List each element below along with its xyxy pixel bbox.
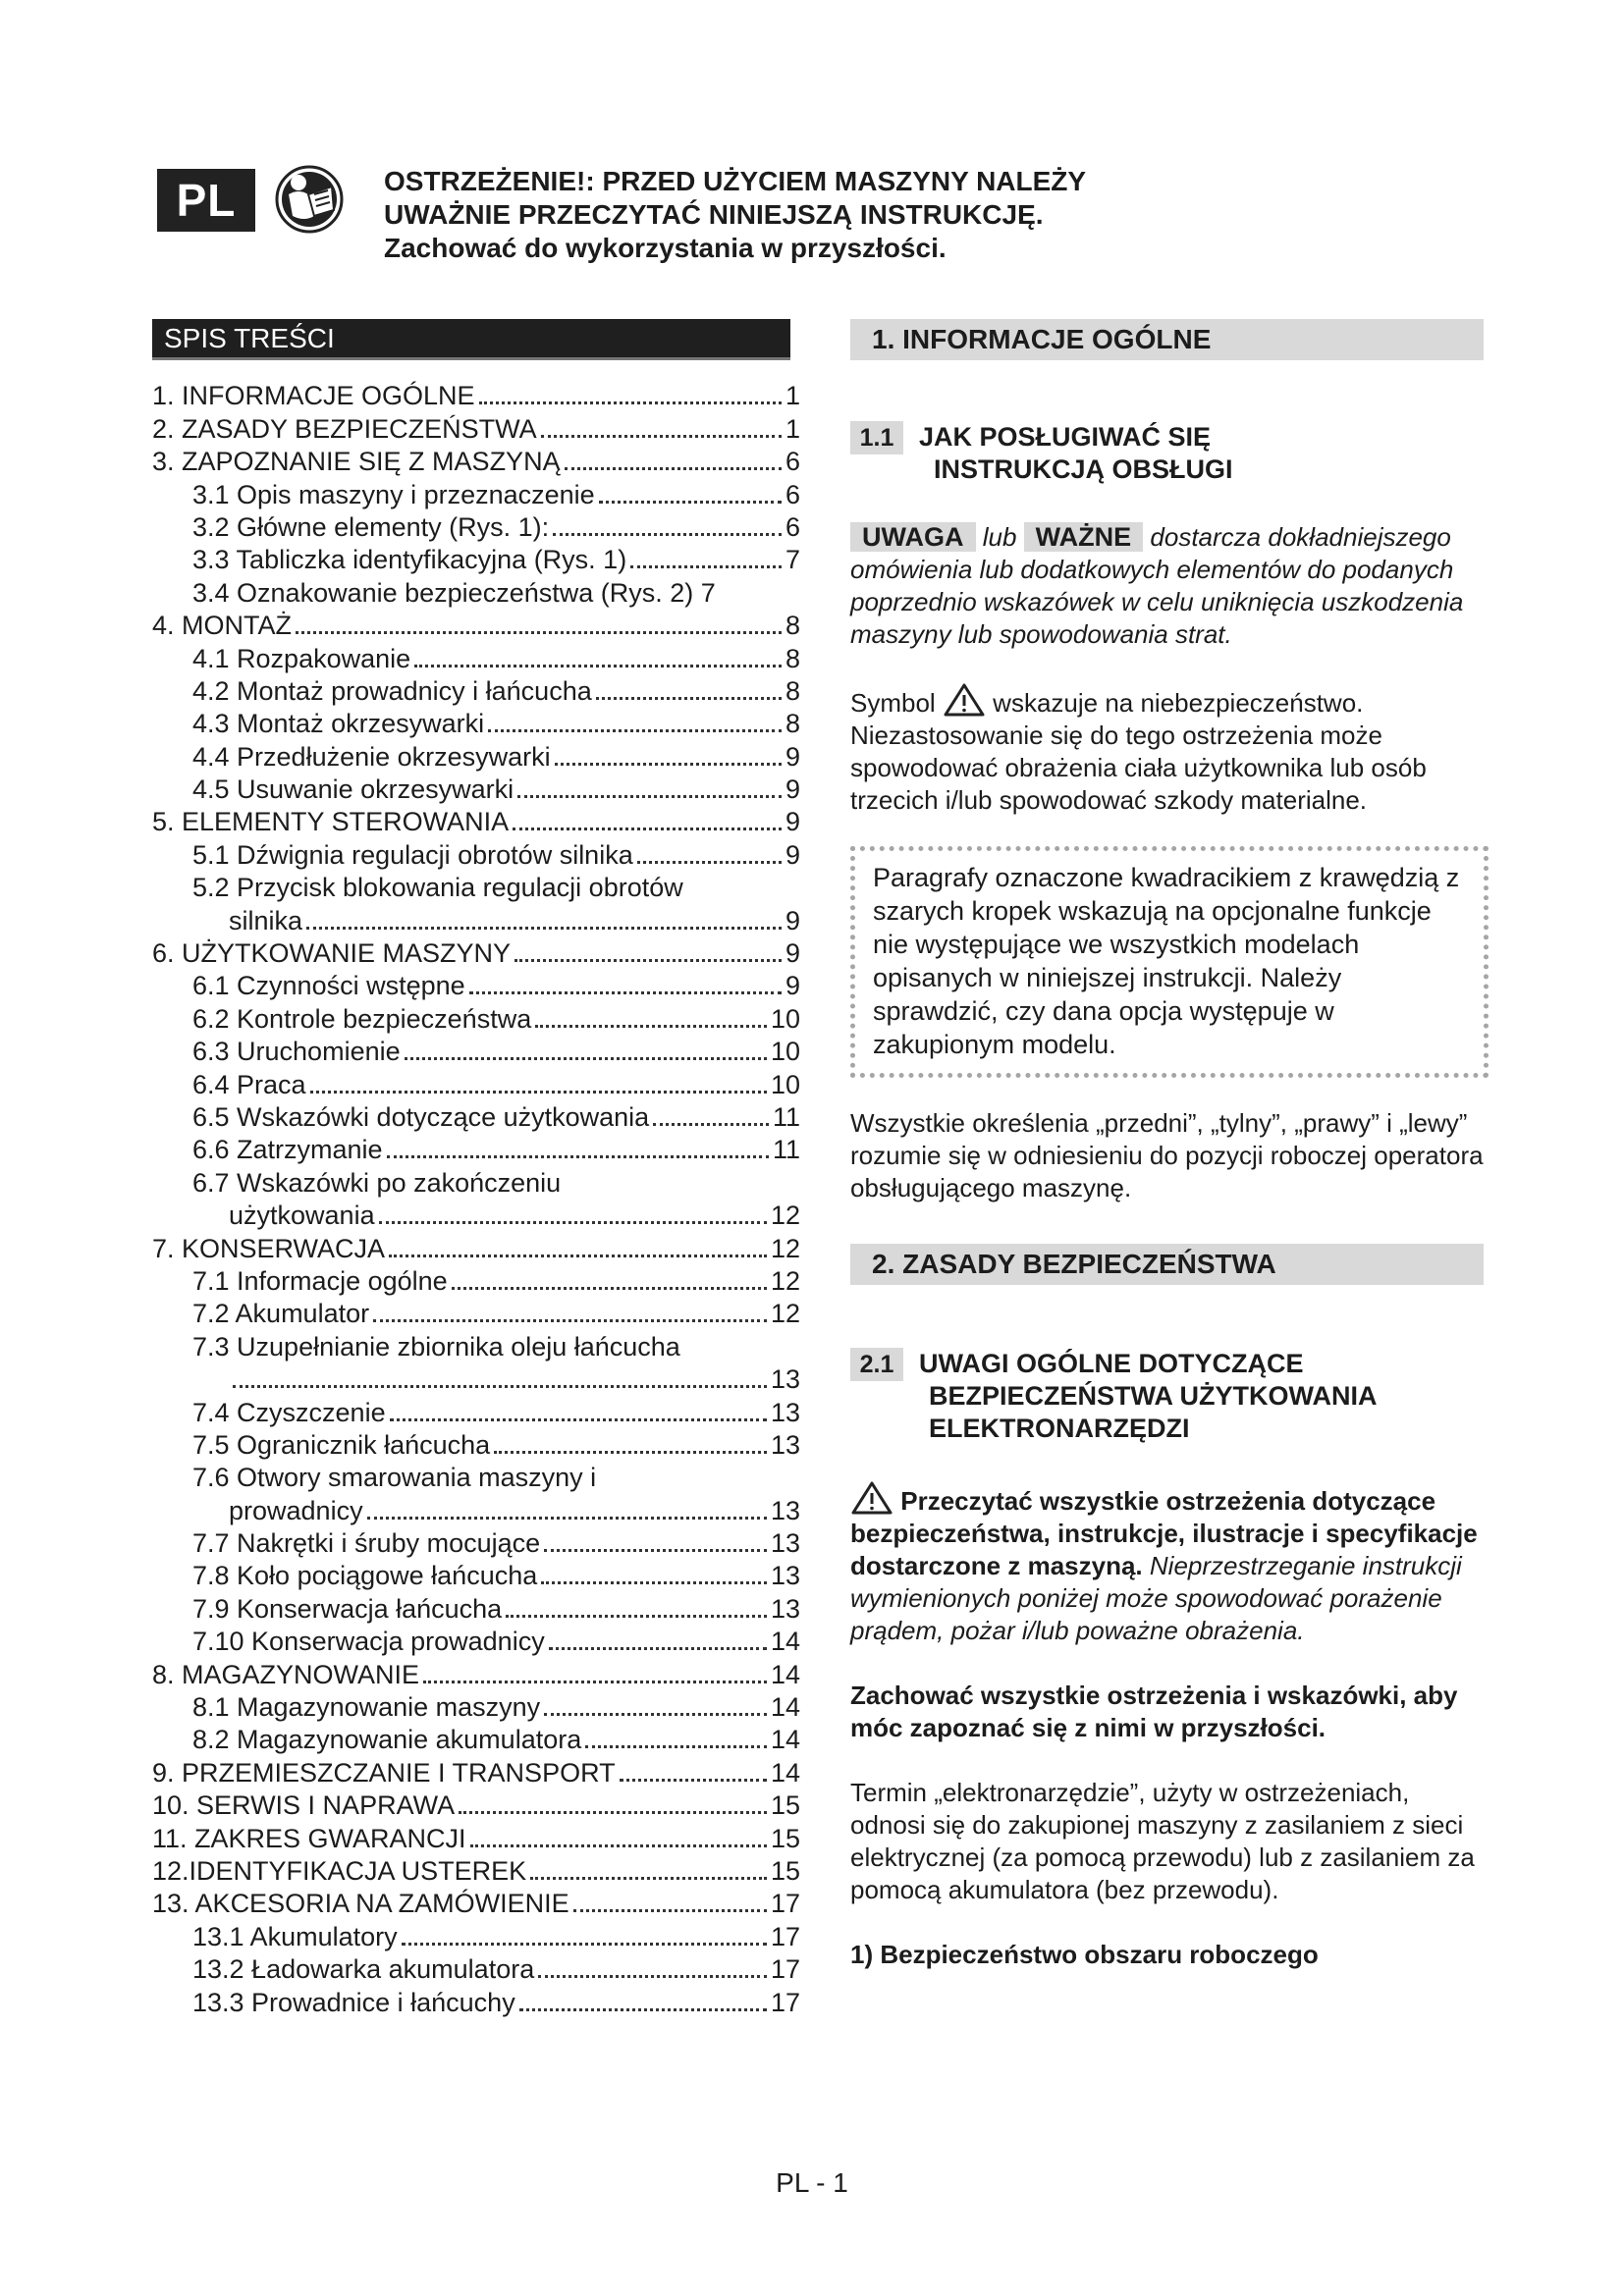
read-warnings-italic: Nieprzestrzeganie instrukcji wymienionych poniżej może spowodować porażenie prądem, pożar i/lub poważne obrażenia. xyxy=(850,1551,1462,1645)
read-warnings-paragraph xyxy=(850,1480,1489,1647)
toc-entry-label: 6.3 Uruchomienie xyxy=(192,1037,401,1067)
toc-entry xyxy=(152,1527,800,1560)
toc-entry-label: 12.IDENTYFIKACJA USTEREK xyxy=(152,1855,527,1886)
header-warning xyxy=(384,165,1268,265)
toc-leader-dots xyxy=(233,1385,767,1388)
read-manual-icon xyxy=(275,165,344,234)
toc-entry-label: 13.3 Prowadnice i łańcuchy xyxy=(192,1987,515,2017)
toc-entry-page: 14 xyxy=(770,1725,800,1755)
symbol-word: Symbol xyxy=(850,688,936,718)
toc-entry-label: prowadnicy xyxy=(229,1495,363,1525)
toc-leader-dots xyxy=(538,1975,767,1978)
toc-leader-dots xyxy=(296,631,782,634)
toc-entry-label: 6.7 Wskazówki po zakończeniu xyxy=(192,1167,562,1198)
toc-leader-dots xyxy=(479,401,782,404)
toc-entry xyxy=(152,1101,800,1134)
toc-entry-page: 8 xyxy=(785,611,800,641)
toc-entry xyxy=(152,708,800,740)
toc-entry-page: 1 xyxy=(785,413,800,444)
toc-entry xyxy=(152,1363,800,1396)
toc-entry xyxy=(152,806,800,838)
toc-entry-label: 7. KONSERWACJA xyxy=(152,1233,386,1263)
toc-entry xyxy=(152,478,800,510)
toc-entry-page: 9 xyxy=(785,905,800,935)
toc-leader-dots xyxy=(506,1615,767,1618)
toc-entry-page: 15 xyxy=(770,1855,800,1886)
toc-entry-label: 4.2 Montaż prowadnicy i łańcucha xyxy=(192,675,592,706)
toc-entry-page: 8 xyxy=(785,709,800,739)
page-number: PL - 1 xyxy=(776,2167,848,2198)
toc-entry-label: 3.4 Oznakowanie bezpieczeństwa (Rys. 2) 7 xyxy=(192,577,716,608)
toc-entry xyxy=(152,642,800,674)
toc-entry-page: 12 xyxy=(770,1201,800,1231)
toc-leader-dots xyxy=(452,1287,767,1290)
toc-entry-label: 8.1 Magazynowanie maszyny xyxy=(192,1692,541,1723)
toc-entry-label: 11. ZAKRES GWARANCJI xyxy=(152,1823,466,1853)
toc-leader-dots xyxy=(544,1549,767,1552)
toc-entry-label: 8.2 Magazynowanie akumulatora xyxy=(192,1725,582,1755)
toc-entry-page: 10 xyxy=(770,1037,800,1067)
toc-entry-page: 6 xyxy=(785,479,800,509)
toc-leader-dots xyxy=(544,1713,767,1716)
toc-leader-dots xyxy=(367,1517,767,1520)
toc-entry-label: 4.5 Usuwanie okrzesywarki xyxy=(192,774,514,805)
toc-entry-label: 13. AKCESORIA NA ZAMÓWIENIE xyxy=(152,1889,569,1919)
toc-entry-page: 9 xyxy=(785,971,800,1001)
toc-entry xyxy=(152,1789,800,1822)
subsection-title-line: ELEKTRONARZĘDZI xyxy=(929,1414,1190,1443)
toc-leader-dots xyxy=(494,1451,767,1454)
subsection-1-1-heading xyxy=(850,421,1489,486)
toc-entry-label: 4.3 Montaż okrzesywarki xyxy=(192,709,485,739)
toc-leader-dots xyxy=(620,1779,767,1782)
toc-entry-label: 13.2 Ładowarka akumulatora xyxy=(192,1954,535,1985)
toc-entry xyxy=(152,446,800,478)
toc-entry xyxy=(152,937,800,970)
subsection-title-line: BEZPIECZEŃSTWA UŻYTKOWANIA xyxy=(929,1381,1378,1411)
toc-entry-page: 13 xyxy=(770,1495,800,1525)
toc-entry-label: 6.2 Kontrole bezpieczeństwa xyxy=(192,1003,532,1034)
toc-leader-dots xyxy=(549,1647,767,1650)
toc-entry-label: 7.8 Koło pociągowe łańcucha xyxy=(192,1561,538,1591)
toc-entry-page: 13 xyxy=(770,1528,800,1559)
toc-entry-page: 14 xyxy=(770,1692,800,1723)
toc-entry-label: 10. SERWIS I NAPRAWA xyxy=(152,1790,456,1821)
toc-entry-page: 13 xyxy=(770,1397,800,1427)
toc-entry-page: 9 xyxy=(785,807,800,837)
toc-entry-page: 13 xyxy=(770,1593,800,1624)
toc-entry-label: 7.4 Czyszczenie xyxy=(192,1397,386,1427)
toc-entry-page: 9 xyxy=(785,741,800,772)
toc-leader-dots xyxy=(310,1091,767,1094)
toc-entry xyxy=(152,544,800,576)
toc-entry-label: 5. ELEMENTY STEROWANIA xyxy=(152,807,510,837)
toc-entry-page: 14 xyxy=(770,1659,800,1689)
toc-entry-label: 4.4 Przedłużenie okrzesywarki xyxy=(192,741,551,772)
toc-entry-label: 7.10 Konserwacja prowadnicy xyxy=(192,1627,545,1657)
toc-leader-dots xyxy=(306,927,782,930)
toc-entry xyxy=(152,1429,800,1462)
language-badge: PL xyxy=(157,169,255,232)
toc-leader-dots xyxy=(599,501,782,504)
toc-entry-page: 15 xyxy=(770,1790,800,1821)
toc-entry xyxy=(152,1756,800,1789)
section-1-header: 1. INFORMACJE OGÓLNE xyxy=(850,319,1484,360)
toc-entry-label: 4.1 Rozpakowanie xyxy=(192,643,411,673)
toc-leader-dots xyxy=(402,1943,767,1946)
toc-leader-dots xyxy=(373,1319,767,1322)
subsection-number: 2.1 xyxy=(850,1348,903,1381)
toc-entry xyxy=(152,1626,800,1658)
toc-entry-page: 12 xyxy=(770,1233,800,1263)
toc-entry-page: 9 xyxy=(785,938,800,969)
toc-entry-page: 9 xyxy=(785,774,800,805)
toc-entry-label: 3.3 Tabliczka identyfikacyjna (Rys. 1) xyxy=(192,545,627,575)
toc-leader-dots xyxy=(565,467,782,470)
toc-entry xyxy=(152,1920,800,1952)
toc-leader-dots xyxy=(470,1844,767,1847)
toc-entry-page: 17 xyxy=(770,1921,800,1951)
subsection-title-line: UWAGI OGÓLNE DOTYCZĄCE xyxy=(919,1349,1304,1378)
toc-leader-dots xyxy=(541,1581,767,1584)
toc-entry-label: 2. ZASADY BEZPIECZEŃSTWA xyxy=(152,413,537,444)
toc-entry-page: 10 xyxy=(770,1069,800,1099)
toc-entry-label: 7.1 Informacje ogólne xyxy=(192,1265,448,1296)
toc-entry-label: 3. ZAPOZNANIE SIĘ Z MASZYNĄ xyxy=(152,447,561,477)
toc-entry xyxy=(152,1658,800,1690)
toc-entry-label: 7.5 Ogranicznik łańcucha xyxy=(192,1429,491,1460)
warning-line-1: OSTRZEŻENIE!: PRZED UŻYCIEM MASZYNY NALEŻY xyxy=(384,166,1087,196)
toc-leader-dots xyxy=(469,991,782,994)
toc-entry xyxy=(152,412,800,445)
toc-entry-page: 13 xyxy=(770,1561,800,1591)
toc-leader-dots xyxy=(423,1681,767,1683)
toc-entry xyxy=(152,1691,800,1724)
toc-entry-label: 7.9 Konserwacja łańcucha xyxy=(192,1593,503,1624)
toc-entry-label: 5.2 Przycisk blokowania regulacji obrotów xyxy=(192,873,683,903)
toc-entry-label: 6.6 Zatrzymanie xyxy=(192,1135,383,1165)
toc-entry-label: 6.4 Praca xyxy=(192,1069,306,1099)
toc-entry xyxy=(152,838,800,871)
toc-entry-page: 9 xyxy=(785,839,800,870)
symbol-text: wskazuje na niebezpieczeństwo. Niezastosowanie się do tego ostrzeżenia może spowodować obrażenia ciała użytkownika lub osób trzecich i/lub spowodować szkody materialne. xyxy=(850,688,1427,815)
subsection-title-line: JAK POSŁUGIWAĆ SIĘ xyxy=(919,422,1212,452)
toc-leader-dots xyxy=(517,795,782,798)
subsection-2-1-heading xyxy=(850,1348,1489,1445)
toc-leader-dots xyxy=(387,1155,769,1158)
toc-entry xyxy=(152,610,800,642)
warning-line-2: UWAŻNIE PRZECZYTAĆ NINIEJSZĄ INSTRUKCJĘ. xyxy=(384,199,1044,230)
toc-entry xyxy=(152,1592,800,1625)
toc-leader-dots xyxy=(596,697,782,700)
toc-entry xyxy=(152,1200,800,1232)
toc-leader-dots xyxy=(459,1811,767,1814)
toc-entry-page: 1 xyxy=(785,381,800,411)
wazne-tag: WAŻNE xyxy=(1024,522,1144,552)
toc-entry xyxy=(152,1724,800,1756)
toc-entry-label: 3.2 Główne elementy (Rys. 1): xyxy=(192,511,550,542)
warning-line-3: Zachować do wykorzystania w przyszłości. xyxy=(384,233,947,263)
toc-entry-label: 7.2 Akumulator xyxy=(192,1299,370,1329)
warning-triangle-icon xyxy=(943,682,986,718)
toc-entry xyxy=(152,1068,800,1100)
work-area-safety-heading: 1) Bezpieczeństwo obszaru roboczego xyxy=(850,1940,1319,1969)
toc-leader-dots xyxy=(390,1418,767,1421)
toc-entry-label: 7.3 Uzupełnianie zbiornika oleju łańcucha xyxy=(192,1331,680,1362)
subsection-title-line: INSTRUKCJĄ OBSŁUGI xyxy=(934,454,1233,484)
table-of-contents xyxy=(152,380,800,2019)
toc-entry-page: 14 xyxy=(770,1757,800,1788)
toc-entry xyxy=(152,1462,800,1494)
toc-entry-page: 11 xyxy=(772,1101,800,1132)
optional-features-box: Paragrafy oznaczone kwadracikiem z krawędzią z szarych kropek wskazują na opcjonalne funkcje nie występujące we wszystkich modelach opisanych w niniejszej instrukcji. Należy sprawdzić, czy dana opcja występuje w zakupionym modelu. xyxy=(850,846,1489,1078)
toc-entry-page: 14 xyxy=(770,1627,800,1657)
toc-entry xyxy=(152,1134,800,1166)
toc-entry-page: 12 xyxy=(770,1265,800,1296)
toc-leader-dots xyxy=(585,1745,767,1748)
toc-entry xyxy=(152,904,800,936)
note-text: dokładniejszego omówienia lub dodatkowych elementów do podanych poprzednio wskazówek w celu uniknięcia uszkodzenia maszyny lub spowodowania strat. xyxy=(850,522,1464,649)
toc-entry-page: 13 xyxy=(770,1429,800,1460)
toc-leader-dots xyxy=(379,1221,767,1224)
toc-entry-label: 1. INFORMACJE OGÓLNE xyxy=(152,381,475,411)
content-column xyxy=(850,319,1489,1971)
toc-entry-page: 17 xyxy=(770,1954,800,1985)
toc-entry xyxy=(152,1953,800,1986)
note-text-start: dostarcza xyxy=(1150,522,1262,552)
toc-entry-page: 8 xyxy=(785,643,800,673)
toc-entry xyxy=(152,1232,800,1264)
toc-entry-label: 6.5 Wskazówki dotyczące użytkowania xyxy=(192,1101,650,1132)
toc-leader-dots xyxy=(637,861,782,864)
toc-leader-dots xyxy=(573,1909,767,1912)
toc-entry-page: 10 xyxy=(770,1003,800,1034)
toc-entry-label: 8. MAGAZYNOWANIE xyxy=(152,1659,420,1689)
toc-entry-page: 17 xyxy=(770,1889,800,1919)
toc-leader-dots xyxy=(519,2008,767,2011)
toc-entry-label: 5.1 Dźwignia regulacji obrotów silnika xyxy=(192,839,633,870)
toc-entry-label: 4. MONTAŻ xyxy=(152,611,293,641)
toc-entry-page: 17 xyxy=(770,1987,800,2017)
toc-leader-dots xyxy=(488,729,782,732)
toc-leader-dots xyxy=(514,959,782,962)
toc-entry-page: 7 xyxy=(785,545,800,575)
toc-entry-label: 3.1 Opis maszyny i przeznaczenie xyxy=(192,479,595,509)
power-tool-definition: Termin „elektronarzędzie”, użyty w ostrzeżeniach, odnosi się do zakupionej maszyny z zasilaniem z sieci elektrycznej (za pomocą przewodu) lub z zasilaniem za pomocą akumulatora (bez przewodu). xyxy=(850,1778,1475,1904)
toc-entry-label: 13.1 Akumulatory xyxy=(192,1921,398,1951)
symbol-paragraph xyxy=(850,682,1489,817)
toc-leader-dots xyxy=(513,828,782,830)
toc-entry xyxy=(152,872,800,904)
toc-entry-page: 11 xyxy=(772,1135,800,1165)
toc-entry xyxy=(152,675,800,708)
warning-triangle-icon xyxy=(850,1480,893,1516)
toc-entry-page: 13 xyxy=(770,1364,800,1395)
toc-entry xyxy=(152,1396,800,1428)
toc-entry-page: 6 xyxy=(785,447,800,477)
toc-entry xyxy=(152,1002,800,1035)
toc-leader-dots xyxy=(389,1255,767,1257)
toc-leader-dots xyxy=(530,1877,767,1880)
toc-entry xyxy=(152,1330,800,1362)
toc-entry xyxy=(152,380,800,412)
toc-entry xyxy=(152,1265,800,1298)
toc-entry xyxy=(152,774,800,806)
toc-entry xyxy=(152,511,800,544)
toc-leader-dots xyxy=(541,435,782,438)
section-2-header: 2. ZASADY BEZPIECZEŃSTWA xyxy=(850,1244,1484,1285)
toc-entry-page: 6 xyxy=(785,511,800,542)
toc-entry xyxy=(152,576,800,609)
toc-entry xyxy=(152,1560,800,1592)
keep-warnings-paragraph: Zachować wszystkie ostrzeżenia i wskazówki, aby móc zapoznać się z nimi w przyszłości. xyxy=(850,1681,1458,1742)
toc-entry-label: 6.1 Czynności wstępne xyxy=(192,971,465,1001)
toc-entry-label: 7.7 Nakrętki i śruby mocujące xyxy=(192,1528,541,1559)
toc-leader-dots xyxy=(553,533,782,536)
toc-leader-dots xyxy=(405,1057,767,1060)
toc-entry xyxy=(152,1986,800,2018)
toc-leader-dots xyxy=(535,1025,767,1028)
toc-entry-label: użytkowania xyxy=(229,1201,375,1231)
toc-entry xyxy=(152,1036,800,1068)
toc-entry-page: 8 xyxy=(785,675,800,706)
toc-entry xyxy=(152,1822,800,1854)
toc-entry-label: silnika xyxy=(229,905,303,935)
toc-entry xyxy=(152,1888,800,1920)
uwaga-tag: UWAGA xyxy=(850,522,976,552)
directions-paragraph: Wszystkie określenia „przedni”, „tylny”, „prawy” i „lewy” rozumie się w odniesieniu do pozycji roboczej operatora obsługującego maszynę. xyxy=(850,1108,1484,1202)
read-warnings-bold: Przeczytać wszystkie ostrzeżenia dotyczące bezpieczeństwa, instrukcje, ilustracje i specyfikacje dostarczone z maszyną. xyxy=(850,1486,1478,1580)
subsection-number: 1.1 xyxy=(850,421,903,454)
toc-entry-page: 15 xyxy=(770,1823,800,1853)
toc-entry-label: 9. PRZEMIESZCZANIE I TRANSPORT xyxy=(152,1757,616,1788)
toc-title: SPIS TREŚCI xyxy=(152,319,790,360)
toc-entry-page: 12 xyxy=(770,1299,800,1329)
toc-entry xyxy=(152,1298,800,1330)
toc-entry-label: 7.6 Otwory smarowania maszyny i xyxy=(192,1463,597,1493)
lub-word: lub xyxy=(982,522,1017,552)
toc-entry-label: 6. UŻYTKOWANIE MASZYNY xyxy=(152,938,512,969)
toc-entry xyxy=(152,970,800,1002)
toc-entry xyxy=(152,1494,800,1526)
toc-leader-dots xyxy=(555,763,782,766)
toc-entry xyxy=(152,740,800,773)
toc-leader-dots xyxy=(653,1123,769,1126)
toc-leader-dots xyxy=(414,665,782,667)
toc-leader-dots xyxy=(630,565,782,568)
toc-entry xyxy=(152,1855,800,1888)
toc-entry xyxy=(152,1166,800,1199)
note-paragraph xyxy=(850,521,1489,651)
